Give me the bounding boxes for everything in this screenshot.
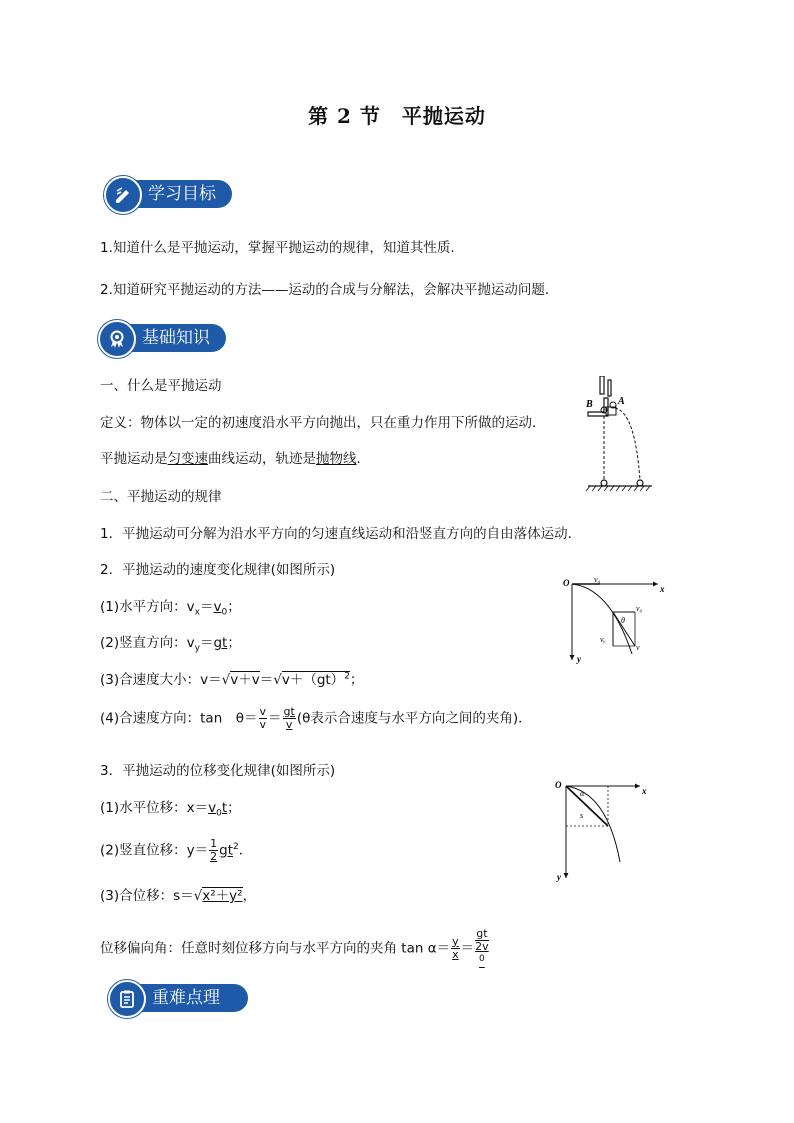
definition: 定义：物体以一定的初速度沿水平方向抛出，只在重力作用下所做的运动． (100, 415, 546, 431)
section-title-goals: 学习目标 (122, 180, 232, 208)
page-title: 第 2 节 平抛运动 (308, 104, 486, 128)
fig2-v-label: v (636, 643, 640, 652)
rule-1: 1．平抛运动可分解为沿水平方向的匀速直线运动和沿竖直方向的自由落体运动． (100, 526, 582, 542)
velocity-x (100, 595, 241, 618)
nature-pre: 平抛运动是 (100, 451, 168, 467)
fig3-x-arrow (635, 784, 640, 789)
dy-end: ． (238, 842, 253, 859)
fig2-theta: θ (621, 616, 625, 625)
tan-frac-2 (283, 706, 296, 731)
displacement-x (100, 796, 241, 819)
tan-pre: (4)合速度方向：tan θ＝ (100, 710, 258, 727)
alpha-pre: 位移偏向角：任意时刻位移方向与水平方向的夹角 tan α＝ (100, 940, 451, 957)
section-title-key: 重难点理解 (126, 984, 248, 1012)
tan-frac-2-den: v (285, 718, 293, 731)
medal-icon (98, 320, 136, 358)
hammer-post (608, 380, 611, 396)
alpha-frac-2-den-text: 2v (475, 940, 489, 953)
clipboard-icon (108, 980, 146, 1018)
fig3-trajectory (566, 786, 620, 862)
fig3-x-label: x (642, 786, 647, 796)
ball-a-ground (637, 480, 643, 486)
goal-2: 2.知道研究平抛运动的方法——运动的合成与分解法，会解决平抛运动问题． (100, 282, 559, 298)
pencil-icon (104, 176, 142, 214)
s-pre: (3)合位移：s＝ (100, 888, 194, 904)
section-badge-goals (104, 176, 234, 210)
fig3-y-label: y (557, 872, 561, 882)
dy-frac-num: 1 (210, 837, 218, 850)
dx-pre: (1)水平位移：x＝ (100, 800, 209, 816)
v-pre: (3)合速度大小：v＝ (100, 672, 222, 688)
dy-frac (209, 838, 218, 863)
velocity-direction (100, 706, 532, 731)
heading-1: 一、什么是平抛运动 (100, 378, 222, 394)
dx-answer-sub: 0 (216, 808, 222, 819)
nature-line (100, 447, 370, 467)
s-root: x²＋y² (202, 888, 243, 904)
fig2-y-arrow (570, 655, 575, 660)
heading-2: 二、平抛运动的规律 (100, 489, 222, 505)
vx-sub: x (194, 607, 200, 618)
vx-answer-sub: 0 (221, 607, 228, 618)
dx-end: ； (227, 800, 241, 816)
tan-eq: ＝ (268, 710, 282, 727)
dy-gt: gt (219, 842, 233, 859)
displacement-angle (100, 928, 490, 969)
nature-end: ． (356, 451, 370, 467)
hammer-handle (600, 376, 604, 394)
figure-apparatus (580, 376, 660, 492)
vx-eq: ＝ (199, 599, 214, 615)
fig3-alpha: α (580, 789, 585, 798)
fig2-y-label: y (577, 654, 581, 664)
v-root2-text: v＋（gt） (281, 672, 345, 688)
alpha-frac-1-den: x (452, 947, 459, 961)
section-badge-basics (98, 320, 228, 354)
fig3-displacement (566, 786, 608, 826)
alpha-frac-2-den-sup: 0 (479, 954, 485, 964)
tan-frac-1-num: v (259, 705, 267, 718)
alpha-frac-1 (451, 936, 460, 961)
rule-3: 3．平抛运动的位移变化规律(如图所示) (100, 763, 336, 779)
fig2-v0-label: v₀ (594, 575, 601, 584)
v-root1: v＋v (230, 672, 260, 688)
vy-end: ； (227, 635, 241, 651)
tan-frac-2-num: gt (283, 705, 295, 718)
nature-u2: 抛物线 (316, 451, 357, 467)
s-end: ， (242, 888, 257, 904)
dy-frac-den: 2 (210, 850, 218, 863)
velocity-y (100, 631, 241, 654)
vy-eq: ＝ (199, 635, 214, 651)
vy-answer: gt (213, 635, 228, 651)
dy-pre: (2)竖直位移：y＝ (100, 842, 209, 859)
parabola-path (615, 408, 640, 480)
ball-b-ground (601, 480, 607, 486)
tan-frac-1 (259, 706, 268, 731)
vx-pre: (1)水平方向：v (100, 599, 195, 615)
vx-end: ； (227, 599, 241, 615)
fig2-vy-label: vᵧ (600, 635, 606, 644)
label-b: B (586, 399, 593, 410)
dx-answer-t: t (221, 800, 228, 816)
dx-answer-v: v (208, 800, 217, 816)
dx-answer (208, 800, 228, 819)
nature-u1: 匀变速 (167, 451, 208, 467)
alpha-eq: ＝ (460, 940, 475, 957)
fig2-v0b-label: v₀ (636, 604, 643, 613)
tan-end: (θ表示合速度与水平方向之间的夹角)． (296, 710, 532, 727)
goal-1: 1.知道什么是平抛运动，掌握平抛运动的规律，知道其性质. (100, 240, 455, 256)
section-badge-key (108, 980, 248, 1036)
displacement-total: (3)合位移：s＝√x²＋y²， (100, 888, 257, 904)
velocity-magnitude: (3)合速度大小：v＝√v＋v＝√v＋（gt）$^2$； (100, 671, 364, 688)
v-eq: ＝ (259, 672, 274, 688)
fig2-x-arrow (653, 582, 658, 587)
vx-answer-v: v (213, 599, 222, 615)
rule-2: 2．平抛运动的速度变化规律(如图所示) (100, 562, 336, 578)
alpha-frac-2-den (475, 941, 489, 969)
alpha-frac-2 (475, 928, 489, 969)
figure-velocity (560, 574, 670, 666)
fig3-s: s (580, 811, 584, 820)
vx-answer (213, 599, 228, 618)
vy-sub: y (194, 643, 200, 654)
v-root2 (282, 671, 350, 688)
alpha-frac-2-num: gt (476, 927, 488, 940)
fig2-origin: O (563, 578, 570, 588)
section-title-basics: 基础知识 (116, 324, 226, 352)
dy-sup: 2 (233, 842, 239, 852)
figure-displacement (552, 776, 652, 884)
v-root2-sup: 2 (344, 671, 350, 682)
fig2-x-label: x (660, 584, 665, 594)
displacement-y (100, 838, 252, 863)
label-a: A (618, 396, 625, 407)
ground-hatch (586, 486, 650, 491)
tan-frac-1-den: v (259, 718, 267, 731)
nature-mid: 曲线运动，轨迹是 (208, 451, 316, 467)
alpha-frac-1-num: y (452, 934, 459, 948)
vy-pre: (2)竖直方向：v (100, 635, 195, 651)
fig3-y-arrow (564, 873, 569, 878)
fig3-origin: O (555, 780, 562, 790)
v-end: ； (349, 672, 364, 688)
